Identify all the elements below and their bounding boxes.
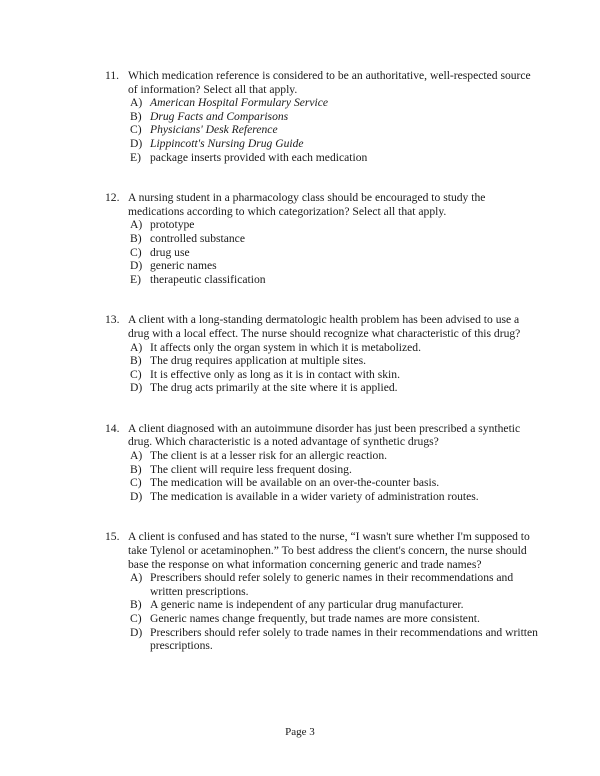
option-D [130, 490, 562, 504]
option-text: therapeutic classification [150, 272, 266, 286]
option-text: Prescribers should refer solely to trade names in their recommendations and written prescriptions. [150, 625, 538, 653]
option-C [130, 123, 562, 137]
question-body [128, 191, 562, 286]
option-letter: C) [130, 123, 142, 137]
options-list [130, 571, 562, 653]
option-letter: D) [130, 259, 143, 273]
option-letter: A) [130, 340, 143, 354]
option-letter: B) [130, 231, 142, 245]
question-body [128, 69, 562, 164]
option-D [130, 381, 562, 395]
option-letter: B) [130, 109, 142, 123]
option-letter: C) [130, 476, 142, 490]
option-text: The client is at a lesser risk for an allergic reaction. [150, 449, 388, 463]
question-13 [105, 313, 562, 395]
options-list [130, 96, 562, 164]
question-number: 13. [105, 313, 120, 327]
option-text: American Hospital Formulary Service [150, 96, 329, 110]
option-text: A generic name is independent of any particular drug manufacturer. [150, 598, 464, 612]
page-number: Page 3 [285, 726, 315, 738]
option-B [130, 354, 562, 368]
option-letter: E) [130, 150, 141, 164]
option-B [130, 463, 562, 477]
option-letter: B) [130, 354, 142, 368]
option-letter: C) [130, 245, 142, 259]
option-letter: D) [130, 136, 143, 150]
option-D [130, 137, 562, 151]
option-B [130, 598, 562, 612]
option-text: package inserts provided with each medication [150, 150, 368, 164]
option-text: The drug acts primarily at the site where it is applied. [150, 381, 398, 395]
question-body [128, 530, 562, 652]
question-14 [105, 422, 562, 504]
option-letter: A) [130, 571, 143, 585]
question-stem: A client is confused and has stated to the nurse, “I wasn't sure whether I'm supposed to take Tylenol or acetaminophen.” To best address the client's concern, the nurse should base the response on what information concerning generic and trade names? [128, 530, 530, 571]
question-15 [105, 530, 562, 652]
option-text: It is effective only as long as it is in contact with skin. [150, 367, 400, 381]
option-text: controlled substance [150, 231, 245, 245]
option-A [130, 341, 562, 355]
questions-list [105, 69, 562, 680]
option-letter: B) [130, 598, 142, 612]
option-text: Drug Facts and Comparisons [150, 109, 289, 123]
question-body [128, 422, 562, 504]
option-letter: D) [130, 625, 143, 639]
option-D [130, 626, 562, 653]
option-text: drug use [150, 245, 190, 259]
question-stem: A nursing student in a pharmacology class should be encouraged to study the medications according to which categorization? Select all that apply. [128, 191, 486, 218]
option-letter: A) [130, 218, 143, 232]
option-letter: D) [130, 489, 143, 503]
question-number: 15. [105, 530, 120, 544]
question-number: 12. [105, 191, 120, 205]
option-text: The medication will be available on an over-the-counter basis. [150, 476, 440, 490]
question-12 [105, 191, 562, 286]
option-text: prototype [150, 218, 195, 232]
option-A [130, 96, 562, 110]
option-letter: E) [130, 272, 141, 286]
question-number: 14. [105, 421, 120, 435]
options-list [130, 341, 562, 395]
page-footer [0, 726, 600, 739]
option-text: Prescribers should refer solely to generic names in their recommendations and written prescriptions. [150, 571, 514, 598]
option-A [130, 218, 562, 232]
option-C [130, 476, 562, 490]
option-letter: C) [130, 367, 142, 381]
option-B [130, 232, 562, 246]
option-text: Physicians' Desk Reference [150, 123, 278, 137]
option-letter: C) [130, 612, 142, 625]
option-text: The client will require less frequent dosing. [150, 462, 352, 476]
option-text: The medication is available in a wider variety of administration routes. [150, 489, 479, 503]
question-11 [105, 69, 562, 164]
option-A [130, 449, 562, 463]
option-text: The drug requires application at multiple sites. [150, 354, 367, 368]
question-body [128, 313, 562, 395]
question-stem: A client diagnosed with an autoimmune disorder has just been prescribed a synthetic drug. Which characteristic is a noted advantage of synthetic drugs? [128, 421, 521, 449]
option-text: It affects only the organ system in which it is metabolized. [150, 340, 421, 354]
option-text: Generic names change frequently, but trade names are more consistent. [150, 612, 480, 625]
options-list [130, 218, 562, 286]
option-C [130, 612, 562, 626]
question-stem: Which medication reference is considered to be an authoritative, well-respected source of information? Select all that apply. [128, 69, 531, 96]
question-stem: A client with a long-standing dermatologic health problem has been advised to use a drug with a local effect. The nurse should recognize what characteristic of this drug? [128, 313, 521, 340]
option-letter: D) [130, 381, 143, 395]
question-number: 11. [105, 69, 120, 82]
option-B [130, 110, 562, 124]
option-E [130, 151, 562, 165]
option-letter: A) [130, 449, 143, 463]
option-A [130, 571, 562, 598]
option-D [130, 259, 562, 273]
option-text: Lippincott's Nursing Drug Guide [150, 136, 304, 150]
option-C [130, 246, 562, 260]
options-list [130, 449, 562, 503]
option-letter: A) [130, 96, 143, 110]
option-E [130, 273, 562, 287]
option-letter: B) [130, 462, 142, 476]
option-text: generic names [150, 259, 217, 273]
option-C [130, 368, 562, 382]
